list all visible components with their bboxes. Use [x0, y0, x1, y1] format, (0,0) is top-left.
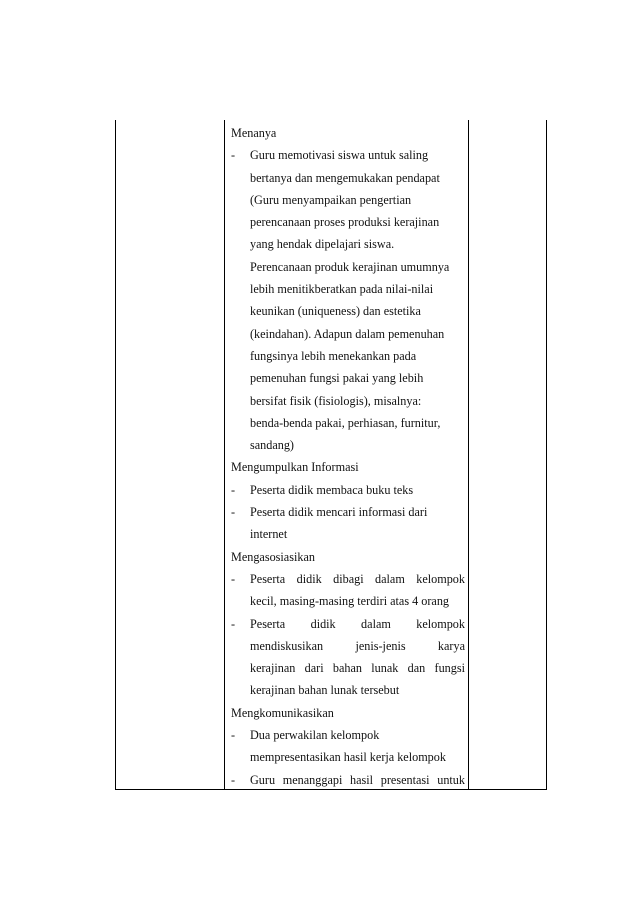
table-border-right: [546, 120, 547, 790]
list-item-text: bertanya dan mengemukakan pendapat: [250, 170, 440, 185]
list-item-text: fungsinya lebih menekankan pada: [250, 348, 417, 363]
bullet-dash: -: [231, 728, 236, 743]
list-item-line: [228, 746, 468, 768]
list-item-text: Guru menanggapi hasil presentasi untuk: [250, 772, 465, 787]
list-item-text: (keindahan). Adapun dalam pemenuhan: [250, 326, 445, 341]
bullet-dash: -: [231, 616, 236, 631]
bullet-dash: -: [231, 148, 236, 163]
list-item-line: [228, 412, 468, 434]
list-item-text: keunikan (uniqueness) dan estetika: [250, 304, 421, 319]
bullet-dash: -: [231, 505, 236, 520]
list-item-text: pemenuhan fungsi pakai yang lebih: [250, 371, 424, 386]
list-item-text: lebih menitikberatkan pada nilai-nilai: [250, 282, 434, 297]
list-item-text: Peserta didik dalam kelompok: [250, 616, 465, 631]
list-item-line: [228, 501, 468, 523]
list-item-text: sandang): [250, 438, 294, 453]
list-item-line: [228, 256, 468, 278]
list-item-text: yang hendak dipelajari siswa.: [250, 237, 395, 252]
list-item-text: Peserta didik membaca buku teks: [250, 482, 414, 497]
bullet-dash: -: [231, 772, 236, 787]
list-item-text: Guru memotivasi siswa untuk saling: [250, 148, 429, 163]
list-item-text: perencanaan proses produksi kerajinan: [250, 215, 440, 230]
list-item-line: [228, 635, 468, 657]
list-item-text: internet: [250, 527, 288, 542]
list-item-line: [228, 590, 468, 612]
list-item-line: [228, 724, 468, 746]
list-item-line: [228, 613, 468, 635]
list-item-text: (Guru menyampaikan pengertian: [250, 192, 412, 207]
table-border-left: [115, 120, 116, 790]
list-item-line: [228, 345, 468, 367]
list-item-text: Dua perwakilan kelompok: [250, 728, 380, 743]
bullet-dash: -: [231, 571, 236, 586]
list-item-line: [228, 167, 468, 189]
list-item-text: kecil, masing-masing terdiri atas 4 orang: [250, 594, 450, 609]
list-item-line: [228, 769, 468, 791]
list-item-line: [228, 211, 468, 233]
list-item-text: mempresentasikan hasil kerja kelompok: [250, 750, 446, 765]
list-item-line: [228, 300, 468, 322]
table-border-col1: [224, 120, 225, 790]
list-item-text: kerajinan bahan lunak tersebut: [250, 683, 400, 698]
list-item-line: [228, 278, 468, 300]
list-item-line: [228, 657, 468, 679]
list-item-line: [228, 434, 468, 456]
list-item-text: Peserta didik mencari informasi dari: [250, 505, 428, 520]
list-item-line: [228, 367, 468, 389]
table-cell-activities: [228, 122, 468, 791]
list-item-text: mendiskusikan jenis-jenis karya: [250, 638, 465, 653]
list-item-text: benda-benda pakai, perhiasan, furnitur,: [250, 415, 441, 430]
list-item-text: kerajinan dari bahan lunak dan fungsi: [250, 661, 465, 676]
list-item-line: [228, 323, 468, 345]
list-item-text: bersifat fisik (fisiologis), misalnya:: [250, 393, 422, 408]
list-item-line: [228, 679, 468, 701]
section-heading: Mengumpulkan Informasi: [231, 460, 359, 475]
section-heading: Menanya: [231, 126, 277, 140]
table-border-col2: [468, 120, 469, 790]
list-item-text: Peserta didik dibagi dalam kelompok: [250, 571, 465, 586]
list-item-text: Perencanaan produk kerajinan umumnya: [250, 259, 450, 274]
list-item-line: [228, 189, 468, 211]
list-item-line: [228, 390, 468, 412]
list-item-line: [228, 523, 468, 545]
list-item-line: [228, 568, 468, 590]
list-item-line: [228, 233, 468, 255]
list-item-line: [228, 479, 468, 501]
section-heading: Mengkomunikasikan: [231, 705, 334, 720]
section-heading: Mengasosiasikan: [231, 549, 315, 564]
bullet-dash: -: [231, 482, 236, 497]
list-item-line: [228, 144, 468, 166]
